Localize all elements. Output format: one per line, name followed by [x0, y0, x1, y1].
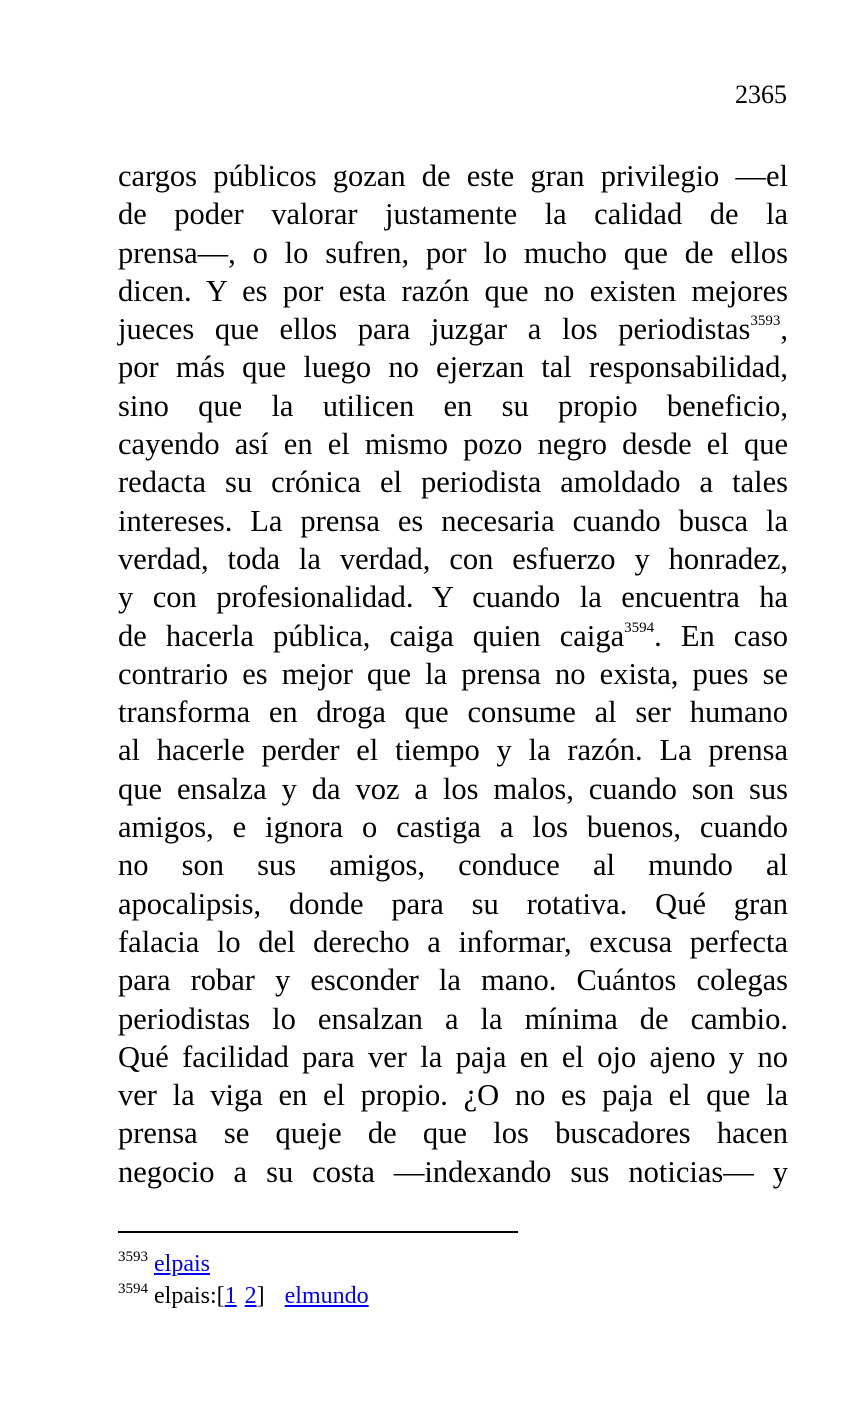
text-line: dicen. Y es por esta razón que no existen mejores	[118, 273, 788, 308]
text-line: que ensalza y da voz a los malos, cuando son sus	[118, 771, 788, 806]
text-line: no son sus amigos, conduce al mundo al	[118, 848, 788, 883]
text-segment: jueces que ellos para juzgar a los periodistas	[118, 312, 751, 347]
text-line: cargos públicos gozan de este gran privilegio —el	[118, 159, 788, 193]
page-number: 2365	[735, 80, 787, 109]
text-line: apocalipsis, donde para su rotativa. Qué gran	[118, 886, 788, 921]
footnote-reference[interactable]: 3593	[750, 313, 781, 330]
footnote-3593	[118, 1248, 369, 1280]
text-line: Qué facilidad para ver la paja en el ojo ajeno y no	[118, 1039, 788, 1074]
text-line-with-footnote	[118, 617, 788, 655]
text-line: redacta su crónica el periodista amoldado a tales	[118, 465, 788, 500]
text-segment: de hacerla pública, caiga quien caiga	[118, 618, 625, 653]
text-line: periodistas lo ensalzan a la mínima de cambio.	[118, 1001, 788, 1036]
text-line: verdad, toda la verdad, con esfuerzo y honradez,	[118, 541, 788, 576]
footnote-link-elpais[interactable]: elpais	[154, 1251, 210, 1277]
footnote-link-2[interactable]: 2	[244, 1283, 257, 1309]
footnotes	[118, 1248, 369, 1312]
text-line: cayendo así en el mismo pozo negro desde el que	[118, 427, 788, 462]
text-line: negocio a su costa —indexando sus noticias— y	[118, 1154, 788, 1189]
footnote-suffix: ]	[256, 1283, 265, 1309]
text-line-with-footnote	[118, 310, 788, 348]
footnote-marker: 3594	[118, 1281, 148, 1297]
text-line: de poder valorar justamente la calidad de la	[118, 197, 788, 232]
footnote-marker: 3593	[118, 1249, 148, 1265]
text-line: sino que la utilicen en su propio beneficio,	[118, 388, 788, 423]
text-line: contrario es mejor que la prensa no exista, pues se	[118, 656, 788, 691]
text-line: para robar y esconder la mano. Cuántos colegas	[118, 963, 788, 998]
footnote-prefix: elpais:[	[154, 1283, 225, 1309]
text-segment: ,	[780, 312, 788, 347]
footnote-3594	[118, 1280, 369, 1312]
text-line: transforma en droga que consume al ser humano	[118, 695, 788, 730]
text-line: intereses. La prensa es necesaria cuando busca la	[118, 503, 788, 538]
text-line: amigos, e ignora o castiga a los buenos, cuando	[118, 810, 788, 845]
body-text	[118, 157, 788, 1191]
text-line: al hacerle perder el tiempo y la razón. La prensa	[118, 733, 788, 768]
text-line: y con profesionalidad. Y cuando la encuentra ha	[118, 580, 788, 615]
text-line: falacia lo del derecho a informar, excusa perfecta	[118, 924, 788, 959]
footnote-link-1[interactable]: 1	[224, 1283, 237, 1309]
text-line: por más que luego no ejerzan tal responsabilidad,	[118, 350, 788, 385]
text-line: prensa—, o lo sufren, por lo mucho que de ellos	[118, 235, 788, 270]
text-line: prensa se queje de que los buscadores hacen	[118, 1116, 788, 1151]
footnote-reference[interactable]: 3594	[624, 619, 655, 636]
footnote-link-elmundo[interactable]: elmundo	[284, 1283, 369, 1309]
text-line: ver la viga en el propio. ¿O no es paja el que la	[118, 1078, 788, 1113]
text-segment: . En caso	[654, 618, 788, 653]
footnote-separator	[118, 1231, 518, 1233]
